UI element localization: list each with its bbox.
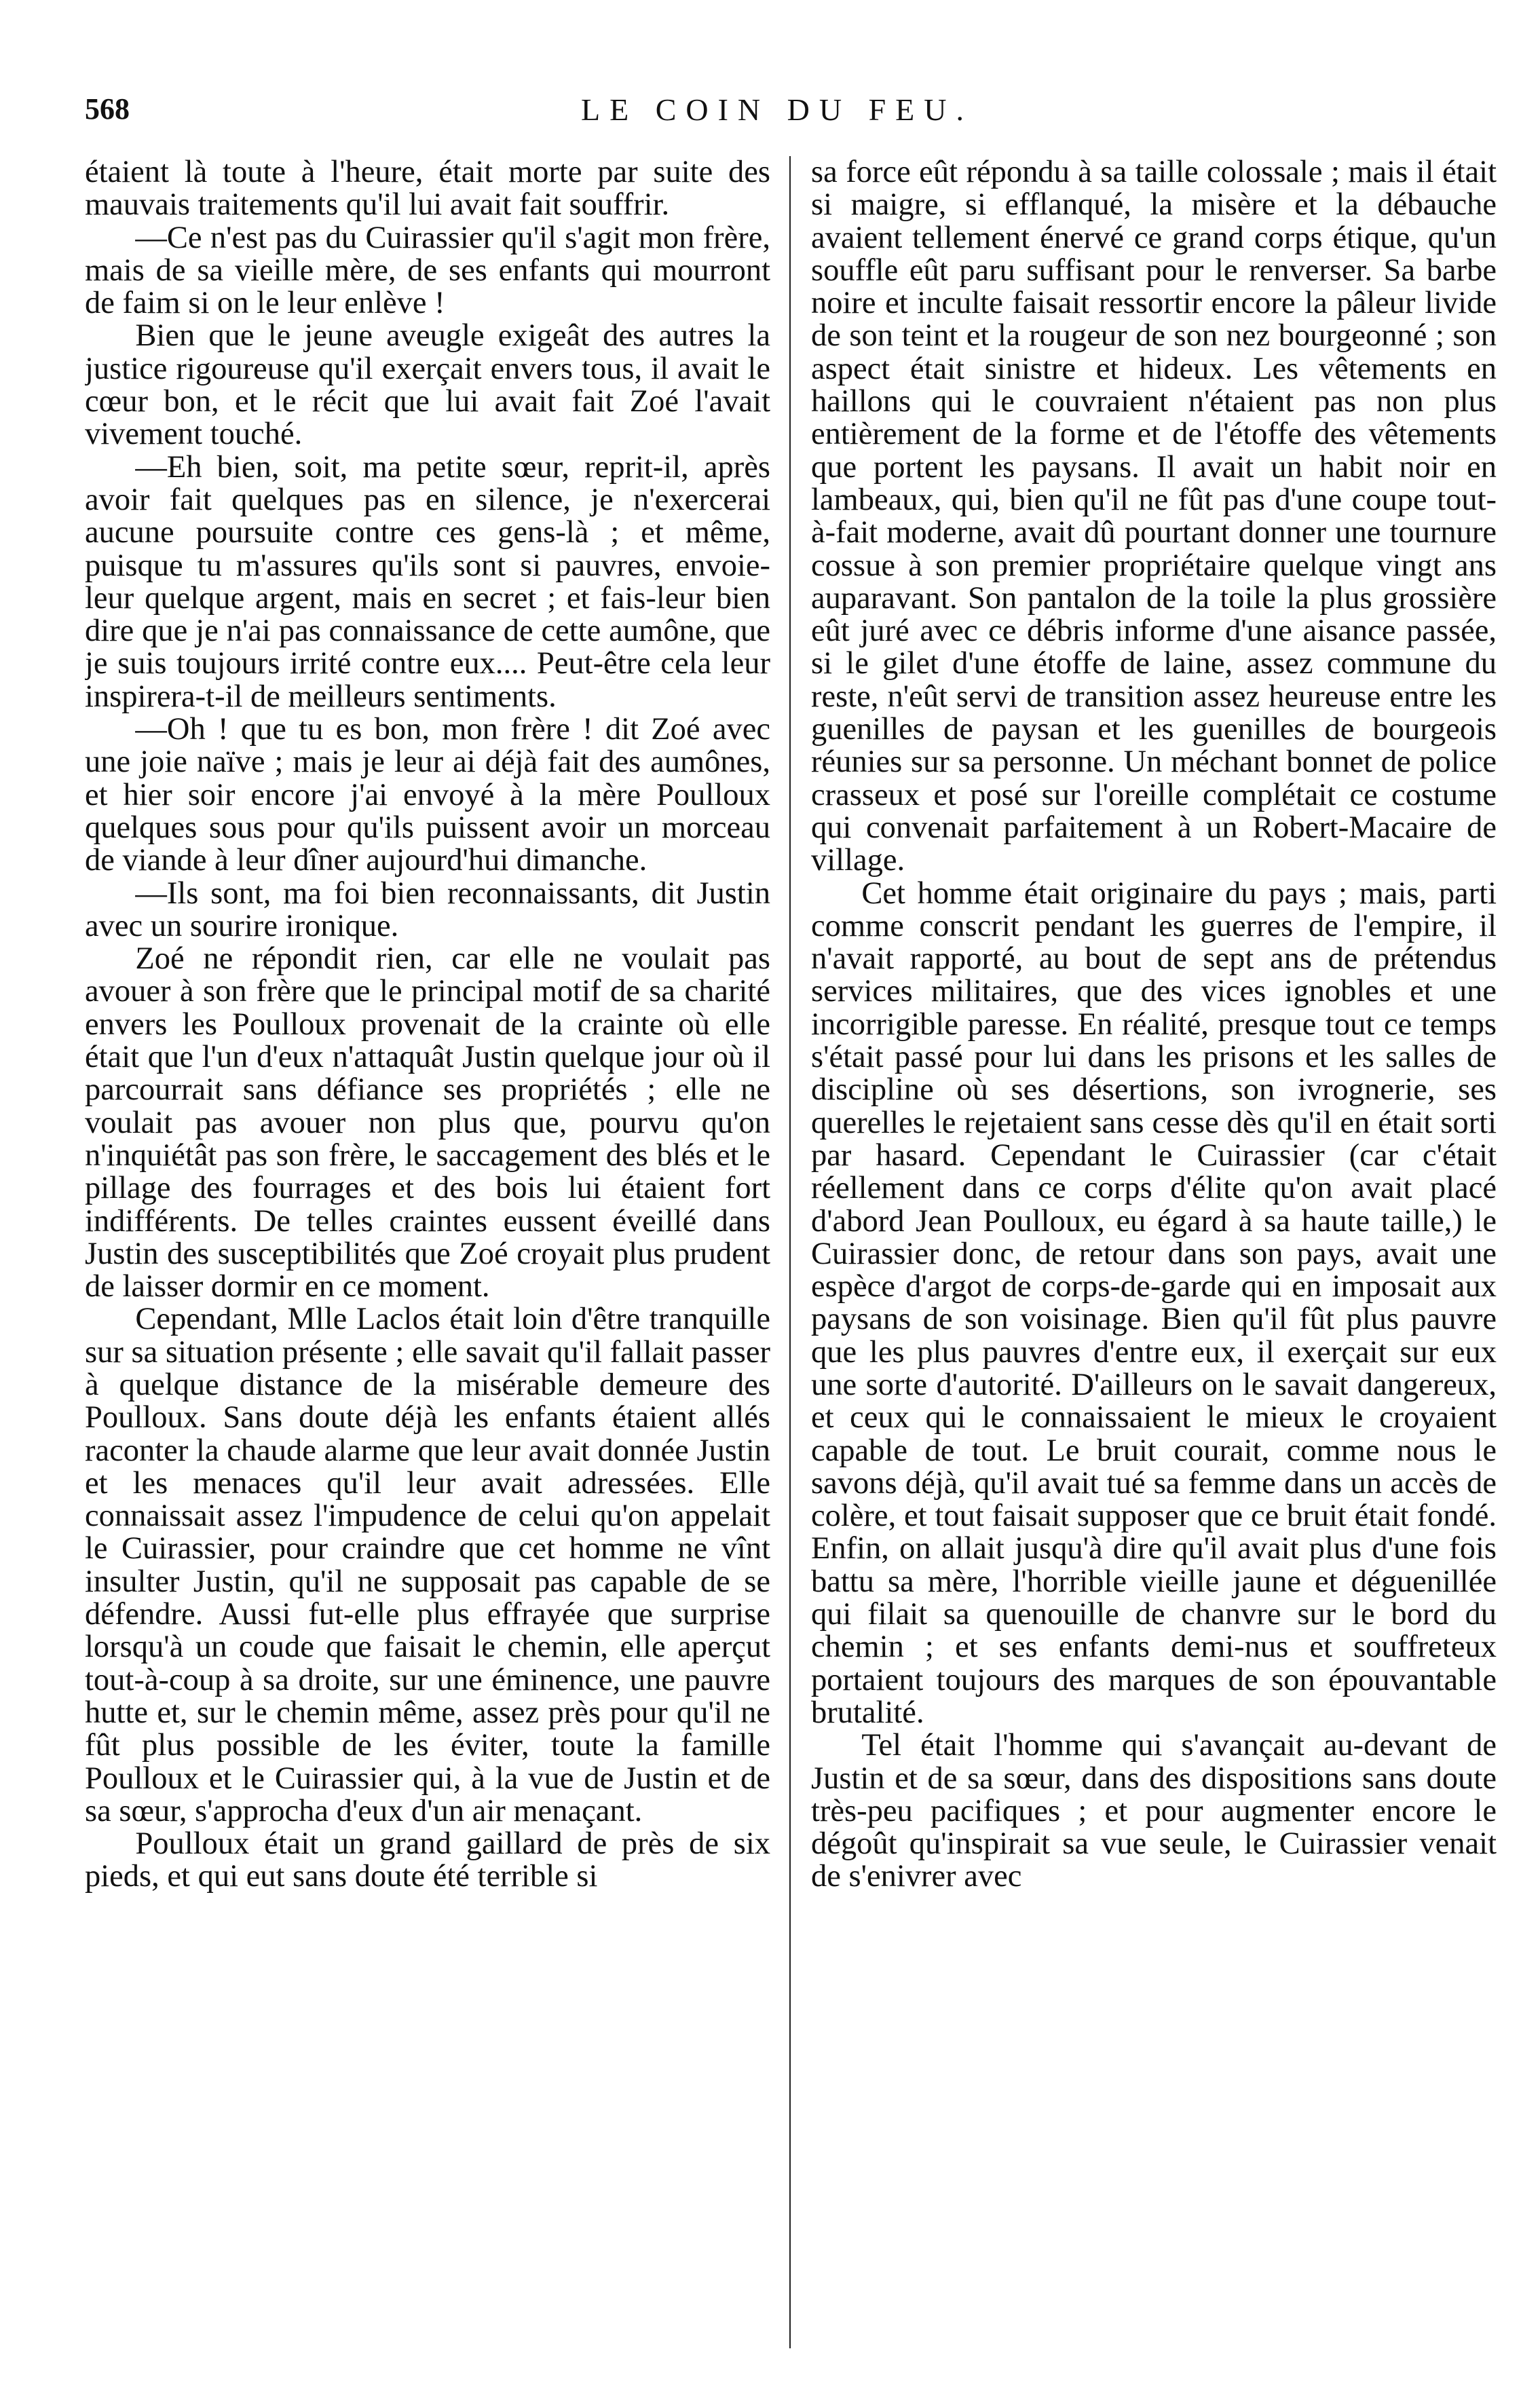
left-column bbox=[85, 156, 770, 2362]
paragraph: —Ce n'est pas du Cuirassier qu'il s'agit mon frère, mais de sa vieille mère, de ses enfants qui mourront de faim si on le leur enlève ! bbox=[85, 220, 770, 321]
paragraph: Tel était l'homme qui s'avançait au-devant de Justin et de sa sœur, dans des dispositions sans doute très-peu pacifiques ; et pour augmenter encore le dégoût qu'inspirait sa vue seule, le Cuirassier venait de s'enivrer avec bbox=[811, 1728, 1497, 1894]
paragraph: —Oh ! que tu es bon, mon frère ! dit Zoé avec une joie naïve ; mais je leur ai déjà fait des aumônes, et hier soir encore j'ai envoyé à la mère Poulloux quelques sous pour qu'ils puissent avoir un morceau de viande à leur dîner aujourd'hui dimanche. bbox=[85, 712, 770, 878]
paragraph: —Ils sont, ma foi bien reconnaissants, dit Justin avec un sourire ironique. bbox=[85, 876, 770, 943]
running-head bbox=[85, 92, 1469, 132]
paragraph: Poulloux était un grand gaillard de près de six pieds, et qui eut sans doute été terrible si bbox=[85, 1826, 770, 1894]
paragraph: Zoé ne répondit rien, car elle ne voulait pas avouer à son frère que le principal motif de sa charité envers les Poulloux provenait de la crainte où elle était que l'un d'eux n'attaquât Justin quelque jour où il parcourrait sans défiance ses propriétés ; elle ne voulait pas avouer non plus que, pourvu qu'on n'inquiétât pas son frère, le saccagement des blés et le pillage des fourrages et des bois lui étaient fort indifférents. De telles craintes eussent éveillé dans Justin des susceptibilités que Zoé croyait plus prudent de laisser dormir en ce moment. bbox=[85, 941, 770, 1304]
paragraph: sa force eût répondu à sa taille colossale ; mais il était si maigre, si efflanqué, la misère et la débauche avaient tellement énervé ce grand corps étique, qu'un souffle eût paru suffisant pour le renverser. Sa barbe noire et inculte faisait ressortir encore la pâleur livide de son teint et la rougeur de son nez bourgeonné ; son aspect était sinistre et hideux. Les vêtements en haillons qui le couvraient n'étaient pas non plus entièrement de la forme et de l'étoffe des vêtements que portent les paysans. Il avait un habit noir en lambeaux, qui, bien qu'il ne fût pas d'une coupe tout-à-fait moderne, avait dû pourtant donner une tournure cossue à son premier propriétaire quelque vingt ans auparavant. Son pantalon de la toile la plus grossière eût juré avec ce débris informe d'une aisance passée, si le gilet d'une étoffe de laine, assez commune du reste, n'eût servi de transition assez heureuse entre les guenilles de paysan et les guenilles de bourgeois réunies sur sa personne. Un méchant bonnet de police crasseux et posé sur l'oreille complétait ce costume qui convenait parfaitement à un Robert-Macaire de village. bbox=[811, 156, 1497, 878]
paragraph: Cet homme était originaire du pays ; mais, parti comme conscrit pendant les guerres de l'empire, il n'avait rapporté, au bout de sept ans de prétendus services militaires, que des vices ignobles et une incorrigible paresse. En réalité, presque tout ce temps s'était passé pour lui dans les prisons et les salles de discipline où ses désertions, son ivrognerie, ses querelles le rejetaient sans cesse dès qu'il en était sorti par hasard. Cependant le Cuirassier (car c'était réellement dans ce corps d'élite qu'on avait placé d'abord Jean Poulloux, eu égard à sa haute taille,) le Cuirassier donc, de retour dans son pays, avait une espèce d'argot de corps-de-garde qui en imposait aux paysans de son voisinage. Bien qu'il fût plus pauvre que les plus pauvres d'entre eux, il exerçait sur eux une sorte d'autorité. D'ailleurs on le savait dangereux, et ceux qui le connaissaient le mieux le croyaient capable de tout. Le bruit courait, comme nous le savons déjà, qu'il avait tué sa femme dans un accès de colère, et tout faisait supposer que ce bruit était fondé. Enfin, on allait jusqu'à dire qu'il avait plus d'une fois battu sa mère, l'horrible vieille jaune et déguenillée qui filait sa quenouille de chanvre sur le bord du chemin ; et ses enfants demi-nus et souffreteux portaient toujours des marques de son épouvantable brutalité. bbox=[811, 876, 1497, 1730]
paragraph: Cependant, Mlle Laclos était loin d'être tranquille sur sa situation présente ; elle savait qu'il fallait passer à quelque distance de la misérable demeure des Poulloux. Sans doute déjà les enfants étaient allés raconter la chaude alarme que leur avait donnée Justin et les menaces qu'il leur avait adressées. Elle connaissait assez l'impudence de celui qu'on appelait le Cuirassier, pour craindre que cet homme ne vînt insulter Justin, qu'il ne supposait pas capable de se défendre. Aussi fut-elle plus effrayée que surprise lorsqu'à un coude que faisait le chemin, elle aperçut tout-à-coup à sa droite, sur une éminence, une pauvre hutte et, sur le chemin même, assez près pour qu'il ne fût plus possible de les éviter, toute la famille Poulloux et le Cuirassier qui, à la vue de Justin et de sa sœur, s'approcha d'eux d'un air menaçant. bbox=[85, 1302, 770, 1828]
paragraph: étaient là toute à l'heure, était morte par suite des mauvais traitements qu'il lui avait fait souffrir. bbox=[85, 156, 770, 223]
paragraph: Bien que le jeune aveugle exigeât des autres la justice rigoureuse qu'il exerçait envers tous, il avait le cœur bon, et le récit que lui avait fait Zoé l'avait vivement touché. bbox=[85, 318, 770, 452]
right-column bbox=[811, 156, 1497, 2362]
paragraph: —Eh bien, soit, ma petite sœur, reprit-il, après avoir fait quelques pas en silence, je n'exercerai aucune poursuite contre ces gens-là ; et même, puisque tu m'assures qu'ils sont si pauvres, envoie-leur quelque argent, mais en secret ; et fais-leur bien dire que je n'ai pas connaissance de cette aumône, que je suis toujours irrité contre eux.... Peut-être cela leur inspirera-t-il de meilleurs sentiments. bbox=[85, 449, 770, 714]
journal-title: LE COIN DU FEU. bbox=[581, 92, 973, 127]
column-divider bbox=[789, 156, 791, 2348]
page-number: 568 bbox=[85, 92, 130, 126]
